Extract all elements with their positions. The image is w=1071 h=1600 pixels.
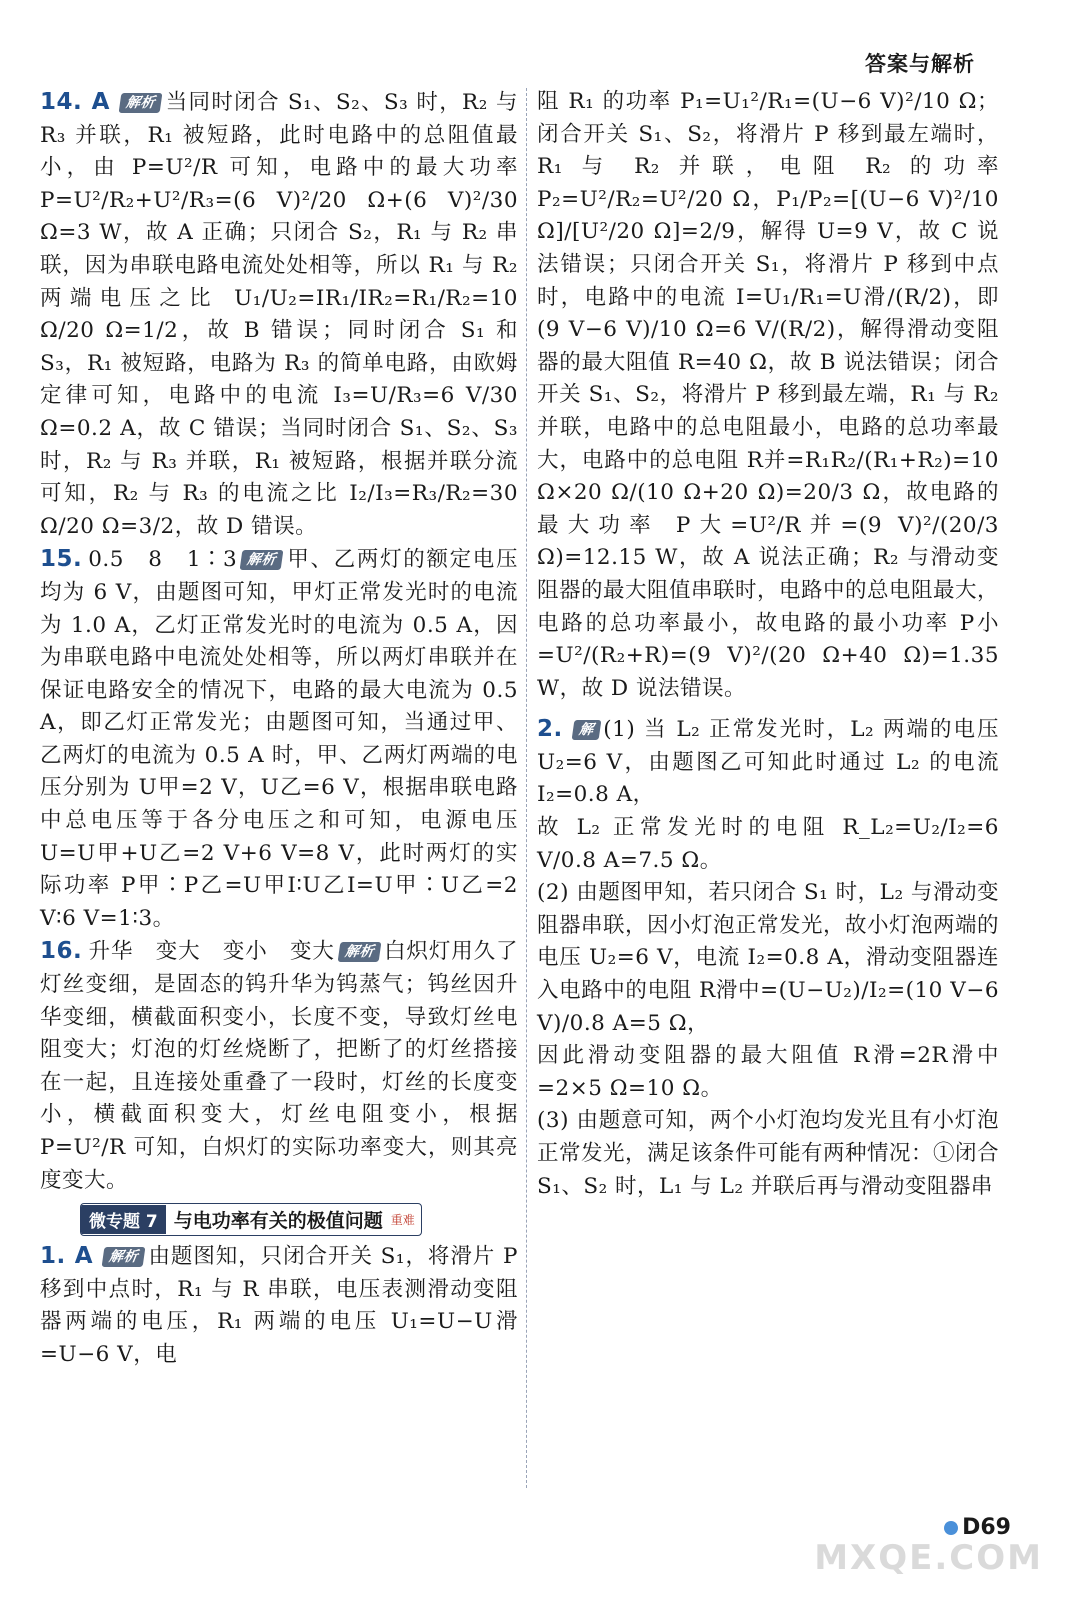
question-text: 白炽灯用久了灯丝变细，是固态的钨升华为钨蒸气；钨丝因升华变细，横截面积变小，长度不变，导致灯丝电阻变大；灯泡的灯丝烧断了，把断了的灯丝搭接在一起，且连接处重叠了一段时，灯丝的长度变小，横截面积变大，灯丝电阻变小，根据 P=U²/R 可知，白炽灯的实际功率变大，则其亮度变大。 <box>40 939 518 1193</box>
question-15 <box>40 543 518 935</box>
page-number-text: D69 <box>962 1515 1011 1540</box>
question-number: 2. <box>537 716 563 743</box>
question-2 <box>537 713 999 812</box>
page-dot-icon <box>944 1521 958 1535</box>
question-text: 甲、乙两灯的额定电压均为 6 V，由题图可知，甲灯正常发光时的电流为 1.0 A，乙灯正常发光时的电流为 0.5 A，因为串联电路中电流处处相等，所以两灯串联并在保证电路安全的情况下，电路的最大电流为 0.5 A，即乙灯正常发光；由题图可知，当通过甲、乙两灯的电流为 0.5 A 时，甲、乙两灯两端的电压分别为 U甲=2 V，U乙=6 V，根据串联电路中总电压等于各分电压之和可知，电源电压 U=U甲+U乙=2 V+6 V=8 V，此时两灯的实际功率 P甲∶P乙=U甲I∶U乙I=U甲∶U乙=2 V∶6 V=1∶3。 <box>40 547 518 931</box>
question-text: 当同时闭合 S₁、S₂、S₃ 时，R₂ 与 R₃ 并联，R₁ 被短路，此时电路中的总阻值最小，由 P=U²/R 可知，电路中的最大功率 P=U²/R₂+U²/R₃=(6 V)²/20 Ω+(6 V)²/30 Ω=3 W，故 A 正确；只闭合 S₂，R₁ 与 R₂ 串联，因为串联电路电流处处相等，所以 R₁ 与 R₂ 两端电压之比 U₁/U₂=IR₁/IR₂=R₁/R₂=10 Ω/20 Ω=1/2，故 B 错误；同时闭合 S₁ 和 S₃，R₁ 被短路，电路为 R₃ 的简单电路，由欧姆定律可知，电路中的电流 I₃=U/R₃=6 V/30 Ω=0.2 A，故 C 错误；当同时闭合 S₁、S₂、S₃ 时，R₂ 与 R₃ 并联，R₁ 被短路，根据并联分流可知，R₂ 与 R₃ 的电流之比 I₂/I₃=R₃/R₂=30 Ω/20 Ω=3/2，故 D 错误。 <box>40 90 518 539</box>
topic-header <box>80 1203 422 1236</box>
analysis-badge: 解析 <box>337 942 381 962</box>
step-2: (2) 由题图甲知，若只闭合 S₁ 时，L₂ 与滑动变阻器串联，因小灯泡正常发光，故小灯泡两端的电压 U₂=6 V，电流 I₂=0.8 A，滑动变阻器连入电路中的电阻 R滑中=(U−U₂)/I₂=(10 V−6 V)/0.8 A=5 Ω， <box>537 880 1000 1036</box>
step-3: (3) 由题意可知，两个小灯泡均发光且有小灯泡正常发光，满足该条件可能有两种情况：①闭合 S₁、S₂ 时，L₁ 与 L₂ 并联后再与滑动变阻器串 <box>537 1108 1000 1199</box>
answers: 0.5 8 1∶3 <box>88 547 238 573</box>
question-number: 15. <box>40 546 83 573</box>
continued-solution: 阻 R₁ 的功率 P₁=U₁²/R₁=(U−6 V)²/10 Ω；闭合开关 S₁、S₂，将滑片 P 移到最左端时，R₁ 与 R₂ 并联，电阻 R₂ 的功率 P₂=U²/R₂=U²/20 Ω，P₁/P₂=[(U−6 V)²/10 Ω]/[U²/20 Ω]=2/9，解得 U=9 V，故 C 说法错误；只闭合开关 S₁，将滑片 P 移到中点时，电路中的电流 I=U₁/R₁=U滑/(R/2)，即 (9 V−6 V)/10 Ω=6 V/(R/2)，解得滑动变阻器的最大阻值 R=40 Ω，故 B 说法错误；闭合开关 S₁、S₂，将滑片 P 移到最左端，R₁ 与 R₂ 并联，电路中的总电阻最小，电路的总功率最大，电路中的总电阻 R并=R₁R₂/(R₁+R₂)=10 Ω×20 Ω/(10 Ω+20 Ω)=20/3 Ω，故电路的最大功率 P大=U²/R并=(9 V)²/(20/3 Ω)=12.15 W，故 A 说法正确；R₂ 与滑动变阻器的最大阻值串联时，电路中的总电阻最大，电路的总功率最小，故电路的最小功率 P小=U²/(R₂+R)=(9 V)²/(20 Ω+40 Ω)=1.35 W，故 D 说法错误。 <box>537 89 1000 701</box>
analysis-badge: 解析 <box>102 1247 146 1267</box>
question-1 <box>40 1240 518 1371</box>
topic-tag: 微专题 7 <box>81 1205 166 1234</box>
analysis-badge: 解析 <box>118 93 162 113</box>
step-1-result: 故 L₂ 正常发光时的电阻 R_L₂=U₂/I₂=6 V/0.8 A=7.5 Ω。 <box>537 815 999 873</box>
column-divider <box>526 88 528 1488</box>
topic-title: 与电功率有关的极值问题 <box>173 1210 383 1233</box>
analysis-badge: 解析 <box>240 550 284 570</box>
question-number: 14. A <box>40 89 110 115</box>
solution-badge: 解 <box>571 720 600 740</box>
question-number: 16. <box>40 938 83 965</box>
answers: 升华 变大 变小 变大 <box>88 939 335 965</box>
question-number: 1. A <box>40 1243 93 1270</box>
question-14 <box>40 86 518 543</box>
left-column <box>40 86 518 1372</box>
step-1: (1) 当 L₂ 正常发光时，L₂ 两端的电压 U₂=6 V，由题图乙可知此时通过 L₂ 的电流 I₂=0.8 A， <box>537 717 999 808</box>
page-number <box>944 1515 1011 1540</box>
difficulty-mark: 重难 <box>390 1213 415 1228</box>
header-title: 答案与解析 <box>865 52 975 76</box>
watermark: MXQE.COM <box>814 1538 1043 1578</box>
question-text: 由题图知，只闭合开关 S₁，将滑片 P 移到中点时，R₁ 与 R 串联，电压表测滑动变阻器两端的电压，R₁ 两端的电压 U₁=U−U滑=U−6 V，电 <box>40 1244 518 1367</box>
question-16 <box>40 935 518 1197</box>
step-2-result: 因此滑动变阻器的最大阻值 R滑=2R滑中=2×5 Ω=10 Ω。 <box>537 1043 999 1101</box>
right-column <box>537 86 999 1203</box>
